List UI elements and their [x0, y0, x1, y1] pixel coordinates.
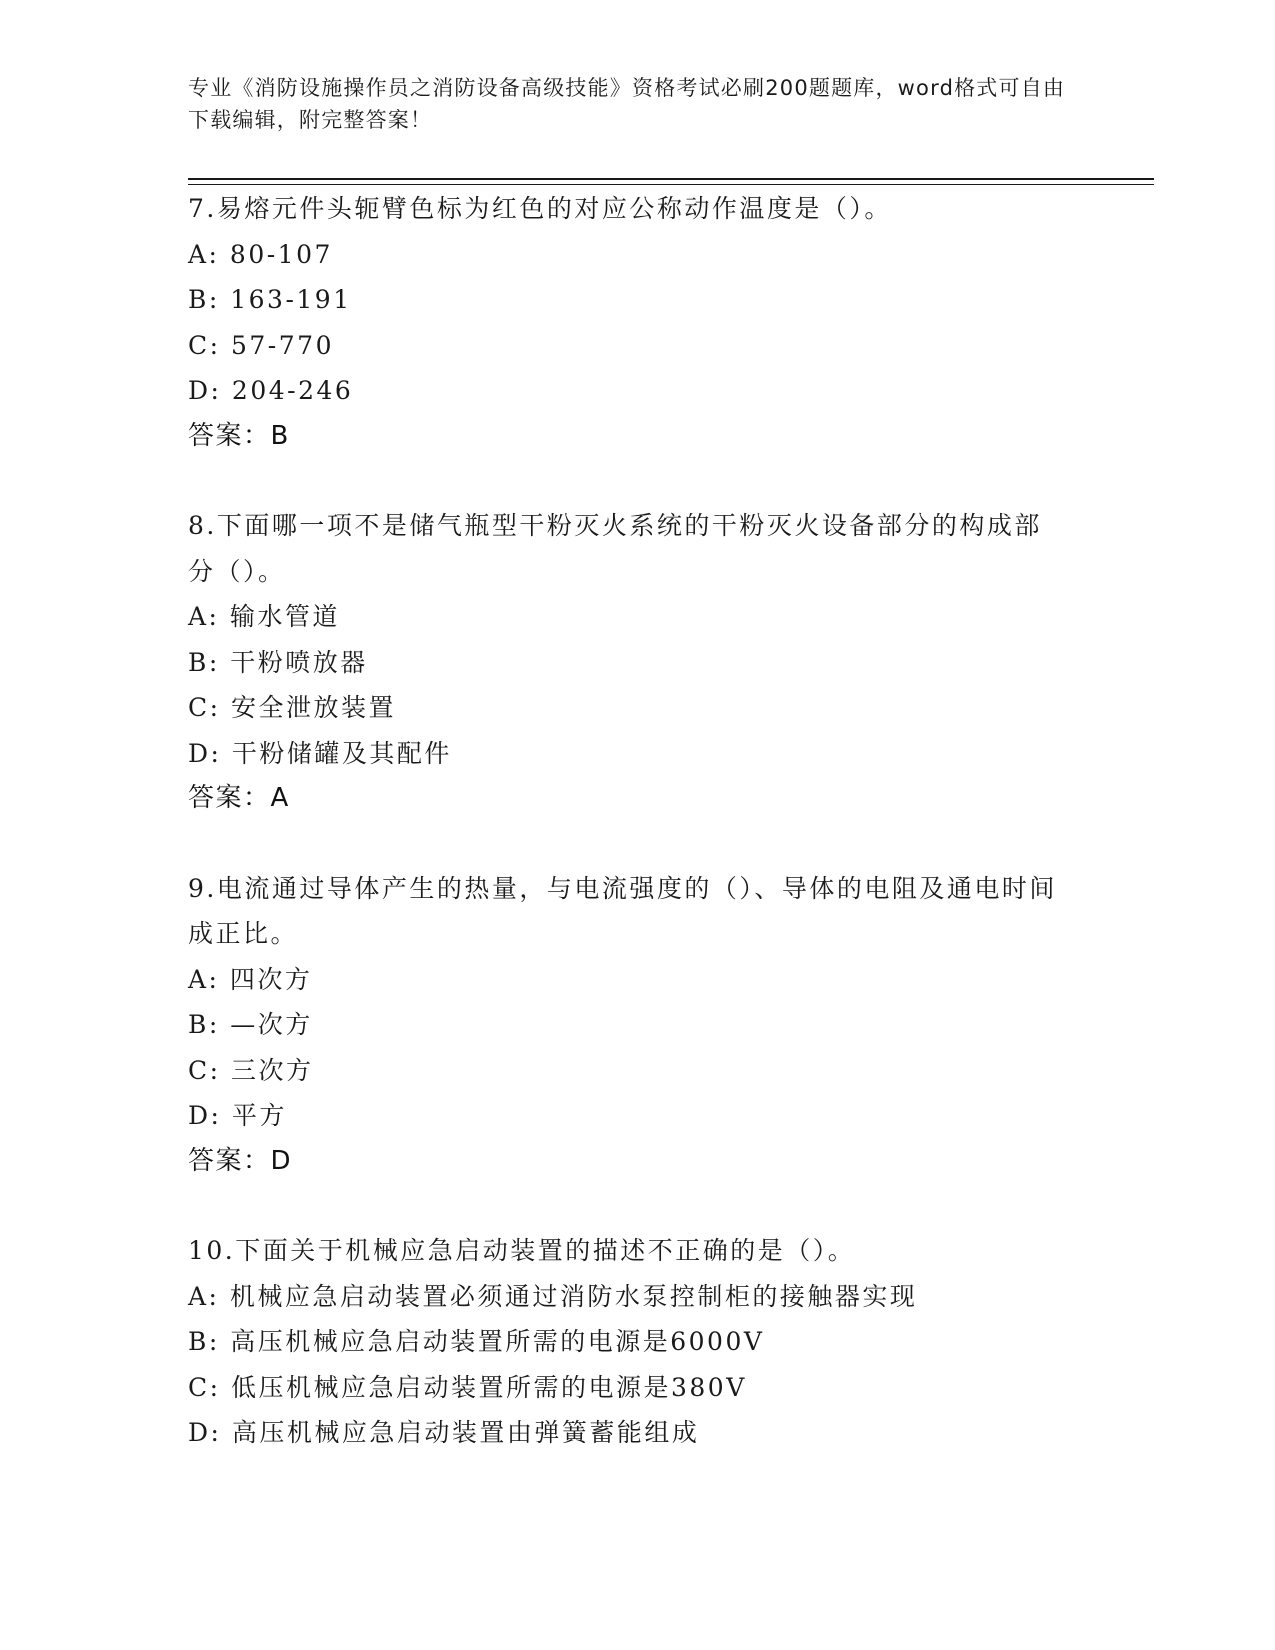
option-a: A: 输水管道 [188, 602, 340, 631]
question-list [188, 186, 1068, 1500]
option-b: B: 干粉喷放器 [188, 647, 368, 677]
question-10 [188, 1228, 1068, 1456]
option-c: C: 安全泄放装置 [188, 693, 396, 722]
option-d: D: 干粉储罐及其配件 [188, 738, 452, 768]
option-c: C: 三次方 [188, 1055, 314, 1085]
answer-line: 答案：A [188, 783, 290, 813]
option-d: D: 高压机械应急启动装置由弹簧蓄能组成 [188, 1418, 700, 1447]
header-rule-thick [188, 178, 1154, 180]
option-d: D: 204-246 [188, 376, 354, 405]
answer-line: 答案：D [188, 1145, 293, 1176]
option-b: B: 高压机械应急启动装置所需的电源是6000V [188, 1327, 765, 1356]
option-a: A: 机械应急启动装置必须通过消防水泵控制柜的接触器实现 [188, 1281, 918, 1311]
option-c: C: 低压机械应急启动装置所需的电源是380V [188, 1372, 747, 1402]
question-stem: 8.下面哪一项不是储气瓶型干粉灭火系统的干粉灭火设备部分的构成部分（）。 [188, 511, 1042, 586]
option-a: A: 80-107 [188, 239, 333, 269]
option-a: A: 四次方 [188, 964, 313, 994]
answer-line: 答案：B [188, 420, 290, 451]
option-d: D: 平方 [188, 1101, 287, 1130]
document-header: 专业《消防设施操作员之消防设备高级技能》资格考试必刷200题题库，word格式可自由下载编辑，附完整答案！ [188, 76, 1066, 132]
option-c: C: 57-770 [188, 330, 334, 360]
question-stem: 10.下面关于机械应急启动装置的描述不正确的是（）。 [188, 1236, 856, 1265]
option-b: B: —次方 [188, 1010, 313, 1039]
question-stem: 7.易熔元件头轭臂色标为红色的对应公称动作温度是（）。 [188, 194, 892, 223]
question-7 [188, 186, 1068, 459]
option-b: B: 163-191 [188, 285, 352, 314]
question-9 [188, 866, 1068, 1185]
question-8 [188, 503, 1068, 822]
header-rule-thin [188, 184, 1154, 185]
question-stem: 9.电流通过导体产生的热量，与电流强度的（）、导体的电阻及通电时间成正比。 [188, 873, 1057, 948]
